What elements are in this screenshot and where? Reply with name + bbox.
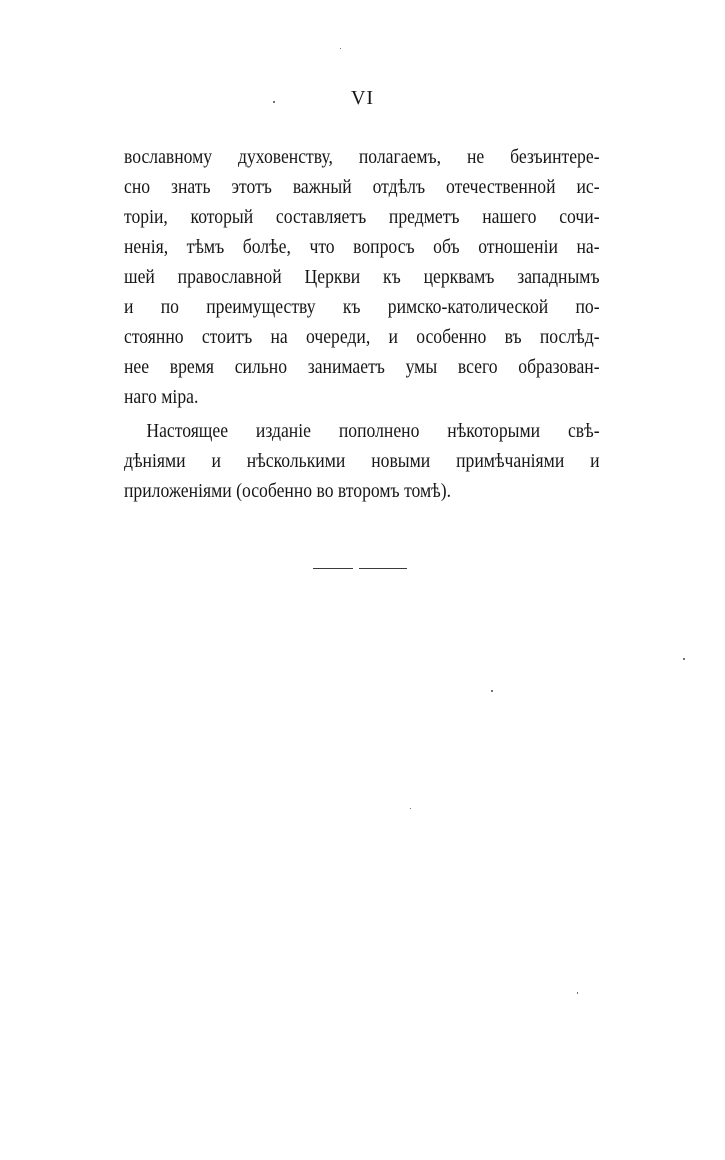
paragraph-1: [124, 142, 600, 412]
page-number: VI: [350, 87, 375, 109]
text-line: стоянно стоитъ на очереди, и особенно въ послѣд-: [124, 326, 600, 348]
text-line: шей православной Церкви къ церквамъ западнымъ: [124, 266, 600, 288]
text-line: вославному духовенству, полагаемъ, не безъинтере-: [124, 146, 600, 168]
text-line: наго міра.: [124, 386, 199, 408]
body-text: [124, 142, 600, 506]
print-speck: [577, 992, 578, 994]
print-speck: [683, 658, 685, 660]
print-speck: [491, 690, 493, 692]
section-end-rule: [313, 568, 407, 569]
text-line: дѣніями и нѣсколькими новыми примѣчаніями и: [124, 450, 600, 472]
text-line: нее время сильно занимаетъ умы всего образован-: [124, 356, 600, 378]
print-speck: [340, 48, 341, 49]
paragraph-2: [124, 416, 600, 506]
text-line: и по преимуществу къ римско-католической по-: [124, 296, 600, 318]
text-line: приложеніями (особенно во второмъ томѣ).: [124, 480, 452, 502]
print-speck: [273, 101, 275, 103]
print-speck: [410, 808, 411, 809]
text-line: ненія, тѣмъ болѣе, что вопросъ объ отношеніи на-: [124, 236, 600, 258]
text-line: Настоящее изданіе пополнено нѣкоторыми свѣ-: [146, 420, 600, 442]
text-line: торіи, который составляетъ предметъ нашего сочи-: [124, 206, 600, 228]
text-line: сно знать этотъ важный отдѣлъ отечественной ис-: [124, 176, 600, 198]
